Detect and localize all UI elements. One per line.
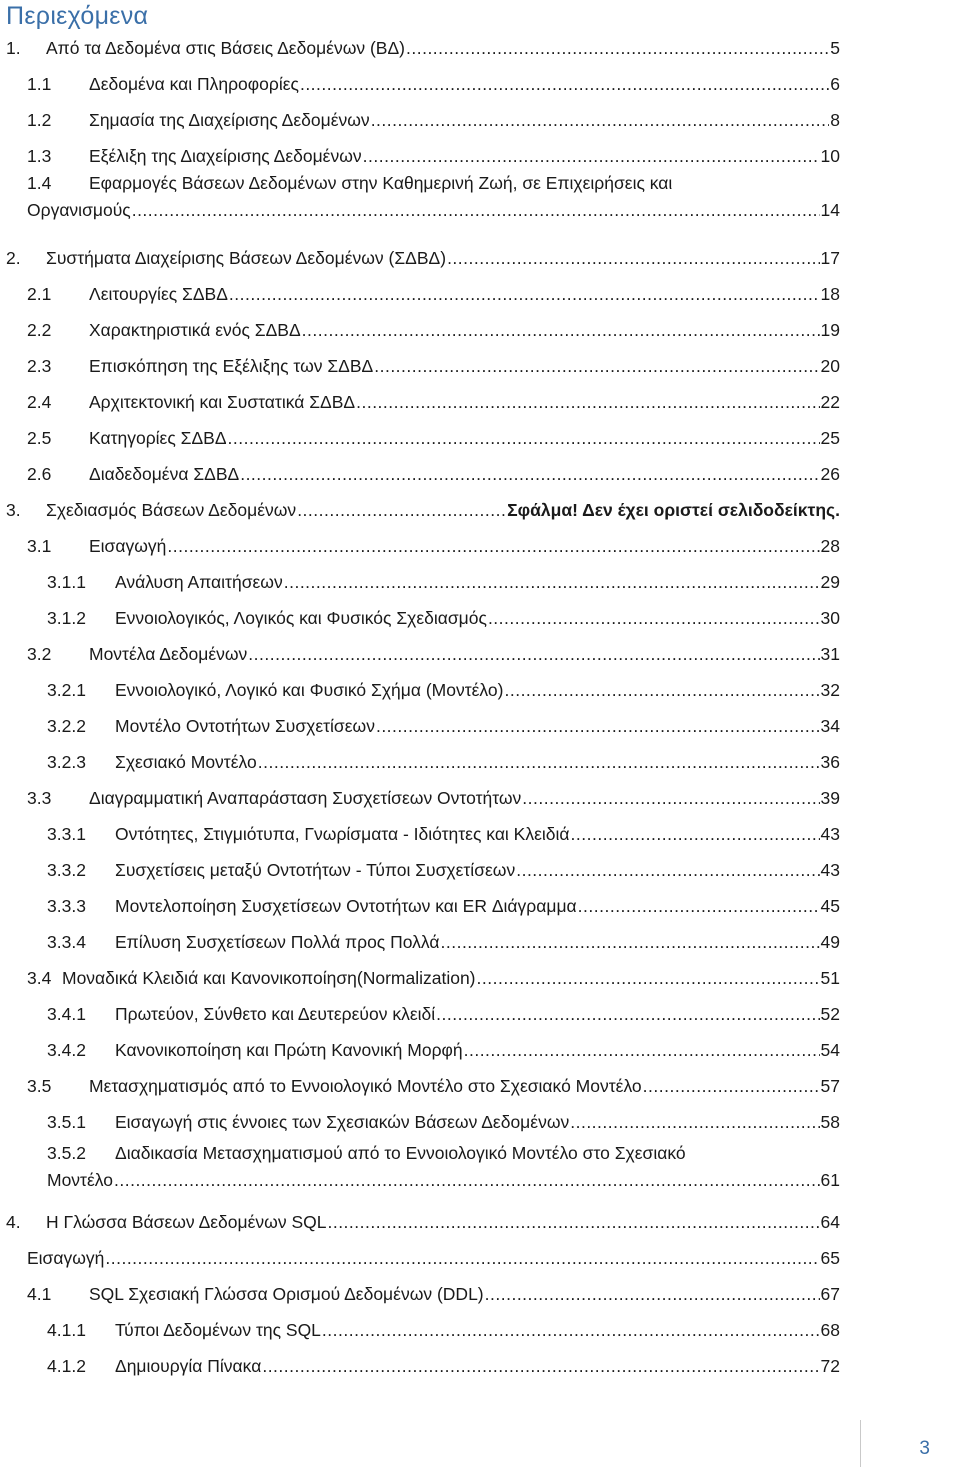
toc-entry-page: 65 bbox=[820, 1248, 840, 1268]
toc-entry-label: Εισαγωγή στις έννοιες των Σχεσιακών Βάσεων Δεδομένων bbox=[115, 1112, 570, 1132]
toc-entry-page: 17 bbox=[820, 248, 840, 268]
toc-entry-number: 4.1 bbox=[27, 1284, 52, 1304]
toc-entry-label: Εισαγωγή bbox=[27, 1248, 105, 1268]
toc-entry[interactable] bbox=[27, 420, 840, 456]
toc-entry-number: 3.2.1 bbox=[47, 680, 86, 700]
toc-entry-label: Πρωτεύον, Σύνθετο και Δευτερεύον κλειδί bbox=[115, 1004, 436, 1024]
toc-entry-label: Διαδικασία Μετασχηματισμού από το Εννοιολογικό Μοντέλο στο Σχεσιακό bbox=[115, 1143, 686, 1163]
toc-entry-number: 2. bbox=[6, 248, 21, 268]
footer-divider bbox=[860, 1420, 861, 1467]
toc-entry-number: 3.4 bbox=[27, 968, 52, 988]
toc-entry-label: Λειτουργίες ΣΔΒΔ bbox=[89, 284, 228, 304]
toc-entry[interactable] bbox=[27, 66, 840, 102]
toc-entry-number: 2.5 bbox=[27, 428, 52, 448]
toc-entry-page: 43 bbox=[820, 824, 840, 844]
toc-entry-label: Εισαγωγή bbox=[89, 536, 167, 556]
toc-entry-number: 3.4.2 bbox=[47, 1040, 86, 1060]
toc-entry[interactable] bbox=[47, 888, 840, 924]
toc-entry-number: 3.3.1 bbox=[47, 824, 86, 844]
toc-entry-page: 72 bbox=[820, 1356, 840, 1376]
toc-entry[interactable] bbox=[47, 672, 840, 708]
toc-entry-label: Δεδομένα και Πληροφορίες bbox=[89, 74, 299, 94]
toc-leader-dots bbox=[363, 138, 820, 174]
toc-entry-number: 3.1.2 bbox=[47, 608, 86, 628]
toc-entry-page: 54 bbox=[820, 1040, 840, 1060]
toc-leader-dots bbox=[488, 600, 820, 636]
toc-leader-dots bbox=[504, 672, 819, 708]
toc-leader-dots bbox=[578, 888, 820, 924]
toc-leader-dots bbox=[300, 66, 829, 102]
toc-entry[interactable] bbox=[6, 492, 840, 528]
toc-leader-dots bbox=[522, 780, 819, 816]
toc-entry-number: 3.2.3 bbox=[47, 752, 86, 772]
toc-entry-page: 20 bbox=[820, 356, 840, 376]
toc-entry-number: 3.4.1 bbox=[47, 1004, 86, 1024]
toc-leader-dots bbox=[376, 708, 820, 744]
toc-entry-page: 5 bbox=[830, 38, 840, 58]
toc-entry-label: Χαρακτηριστικά ενός ΣΔΒΔ bbox=[89, 320, 301, 340]
toc-leader-dots bbox=[477, 960, 820, 996]
toc-entry-number: 1.1 bbox=[27, 74, 52, 94]
toc-leader-dots bbox=[114, 1167, 820, 1194]
toc-entry-label: Μοντελοποίηση Συσχετίσεων Οντοτήτων και ER Διάγραμμα bbox=[115, 896, 577, 916]
toc-entry-page: 6 bbox=[830, 74, 840, 94]
toc-entry-number: 2.1 bbox=[27, 284, 52, 304]
toc-entry-label: Μετασχηματισμός από το Εννοιολογικό Μοντέλο στο Σχεσιακό Μοντέλο bbox=[89, 1076, 642, 1096]
toc-entry-number: 3.5.2 bbox=[47, 1143, 86, 1163]
toc-entry-page: 14 bbox=[820, 200, 840, 220]
toc-entry-label: Από τα Δεδομένα στις Βάσεις Δεδομένων (ΒΔ) bbox=[46, 38, 405, 58]
toc-leader-dots bbox=[297, 492, 506, 528]
toc-leader-dots bbox=[436, 996, 819, 1032]
toc-title: Περιεχόμενα bbox=[6, 2, 149, 30]
toc-entry-error: Σφάλμα! Δεν έχει οριστεί σελιδοδείκτης. bbox=[507, 500, 840, 520]
toc-entry-label: Σημασία της Διαχείρισης Δεδομένων bbox=[89, 110, 370, 130]
toc-entry[interactable] bbox=[6, 1204, 840, 1240]
toc-entry-number: 3.3.3 bbox=[47, 896, 86, 916]
toc-entry-number: 3.2.2 bbox=[47, 716, 86, 736]
toc-entry-page: 26 bbox=[820, 464, 840, 484]
toc-entry[interactable] bbox=[47, 708, 840, 744]
toc-entry-number: 1.3 bbox=[27, 146, 52, 166]
toc-entry-label: Αρχιτεκτονική και Συστατικά ΣΔΒΔ bbox=[89, 392, 356, 412]
toc-entry-number: 3.1.1 bbox=[47, 572, 86, 592]
toc-leader-dots bbox=[262, 1348, 819, 1384]
toc-entry[interactable] bbox=[27, 960, 840, 996]
toc-entry-page: 43 bbox=[820, 860, 840, 880]
toc-entry[interactable] bbox=[47, 924, 840, 960]
toc-entry-label: Τύποι Δεδομένων της SQL bbox=[115, 1320, 321, 1340]
toc-entry[interactable] bbox=[47, 564, 840, 600]
toc-entry[interactable] bbox=[47, 600, 840, 636]
toc-entry[interactable] bbox=[6, 30, 840, 66]
toc-entry-page: 32 bbox=[820, 680, 840, 700]
toc-entry-number: 3. bbox=[6, 500, 21, 520]
toc-entry-label: Ανάλυση Απαιτήσεων bbox=[115, 572, 283, 592]
toc-entry[interactable] bbox=[47, 1032, 840, 1068]
toc-leader-dots bbox=[464, 1032, 820, 1068]
toc-entry[interactable] bbox=[27, 276, 840, 312]
toc-entry-label: Συστήματα Διαχείρισης Βάσεων Δεδομένων (ΣΔΒΔ) bbox=[46, 248, 447, 268]
toc-entry-number: 3.3.2 bbox=[47, 860, 86, 880]
toc-leader-dots bbox=[571, 816, 820, 852]
toc-entry-label: Η Γλώσσα Βάσεων Δεδομένων SQL bbox=[46, 1212, 327, 1232]
toc-entry-page: 64 bbox=[820, 1212, 840, 1232]
toc-entry-page: 61 bbox=[820, 1170, 840, 1190]
toc-entry-page: 22 bbox=[820, 392, 840, 412]
toc-entry-label: Μοναδικά Κλειδιά και Κανονικοποίηση(Normalization) bbox=[62, 968, 476, 988]
toc-entry-page: 28 bbox=[820, 536, 840, 556]
toc-entry-number: 1.4 bbox=[27, 173, 52, 193]
toc-leader-dots bbox=[643, 1068, 820, 1104]
toc-entry-page: 25 bbox=[820, 428, 840, 448]
toc-leader-dots bbox=[447, 240, 819, 276]
toc-entry[interactable] bbox=[27, 1276, 840, 1312]
toc-entry-number: 2.2 bbox=[27, 320, 52, 340]
toc-entry[interactable] bbox=[27, 1240, 840, 1276]
toc-leader-dots bbox=[258, 744, 820, 780]
toc-entry-number: 2.4 bbox=[27, 392, 52, 412]
toc-entry-label: Διαγραμματική Αναπαράσταση Συσχετίσεων Οντοτήτων bbox=[89, 788, 522, 808]
toc-entry-label: Επίλυση Συσχετίσεων Πολλά προς Πολλά bbox=[115, 932, 440, 952]
toc-entry-label: Μοντέλο bbox=[47, 1170, 113, 1190]
toc-entry-label: Εξέλιξη της Διαχείρισης Δεδομένων bbox=[89, 146, 362, 166]
toc-entry-number: 3.3.4 bbox=[47, 932, 86, 952]
toc-entry-page: 8 bbox=[830, 110, 840, 130]
toc-entry-label: Εφαρμογές Βάσεων Δεδομένων στην Καθημερινή Ζωή, σε Επιχειρήσεις και bbox=[89, 173, 673, 193]
toc-entry[interactable] bbox=[27, 456, 840, 492]
toc-leader-dots bbox=[570, 1104, 819, 1140]
toc-entry-number: 3.3 bbox=[27, 788, 52, 808]
toc-entry-page: 52 bbox=[820, 1004, 840, 1024]
toc-entry-page: 29 bbox=[820, 572, 840, 592]
toc-entry-number: 4.1.1 bbox=[47, 1320, 86, 1340]
toc-entry-page: 51 bbox=[820, 968, 840, 988]
toc-entry-page: 45 bbox=[820, 896, 840, 916]
toc-entry-page: 31 bbox=[820, 644, 840, 664]
toc-leader-dots bbox=[284, 564, 820, 600]
toc-entry-page: 36 bbox=[820, 752, 840, 772]
toc-entry[interactable] bbox=[47, 744, 840, 780]
toc-entry-label: Δημιουργία Πίνακα bbox=[115, 1356, 262, 1376]
toc-leader-dots bbox=[132, 197, 820, 224]
toc-entry-label: Σχεσιακό Μοντέλο bbox=[115, 752, 257, 772]
toc-entry-page: 58 bbox=[820, 1112, 840, 1132]
page-number: 3 bbox=[919, 1438, 930, 1459]
toc-entry[interactable] bbox=[27, 138, 840, 174]
toc-entry-number: 1.2 bbox=[27, 110, 52, 130]
toc-entry[interactable] bbox=[47, 1348, 840, 1384]
toc-entry-number: 2.6 bbox=[27, 464, 52, 484]
toc-leader-dots bbox=[406, 30, 829, 66]
toc-entry[interactable] bbox=[47, 996, 840, 1032]
toc-entry-label: Οργανισμούς bbox=[27, 200, 131, 220]
toc-entry[interactable] bbox=[27, 312, 840, 348]
toc-entry-label: SQL Σχεσιακή Γλώσσα Ορισμού Δεδομένων (DDL) bbox=[89, 1284, 484, 1304]
toc-leader-dots bbox=[374, 348, 819, 384]
toc-leader-dots bbox=[229, 276, 820, 312]
toc-entry[interactable] bbox=[47, 816, 840, 852]
toc-entry[interactable] bbox=[47, 852, 840, 888]
toc-leader-dots bbox=[371, 102, 830, 138]
toc-leader-dots bbox=[105, 1240, 819, 1276]
toc-entry-number: 4. bbox=[6, 1212, 21, 1232]
toc-entry-label: Κατηγορίες ΣΔΒΔ bbox=[89, 428, 227, 448]
toc-leader-dots bbox=[516, 852, 819, 888]
toc-entry-page: 68 bbox=[820, 1320, 840, 1340]
toc-entry-label: Μοντέλο Οντοτήτων Συσχετίσεων bbox=[115, 716, 375, 736]
toc-entry[interactable] bbox=[27, 528, 840, 564]
toc-leader-dots bbox=[302, 312, 820, 348]
toc-entry-number: 3.2 bbox=[27, 644, 52, 664]
toc-entry-page: 30 bbox=[820, 608, 840, 628]
toc-entry[interactable] bbox=[27, 102, 840, 138]
toc-entry-number: 4.1.2 bbox=[47, 1356, 86, 1376]
toc-entry-page: 57 bbox=[820, 1076, 840, 1096]
toc-entry[interactable] bbox=[47, 1104, 840, 1140]
toc-entry-page: 39 bbox=[820, 788, 840, 808]
toc-entry-label: Μοντέλα Δεδομένων bbox=[89, 644, 248, 664]
toc-entry[interactable] bbox=[27, 384, 840, 420]
toc-entry-number: 3.1 bbox=[27, 536, 52, 556]
toc-entry[interactable] bbox=[6, 240, 840, 276]
toc-entry-label: Εννοιολογικό, Λογικό και Φυσικό Σχήμα (Μοντέλο) bbox=[115, 680, 504, 700]
toc-entry-page: 19 bbox=[820, 320, 840, 340]
toc-entry-label: Εννοιολογικός, Λογικός και Φυσικός Σχεδιασμός bbox=[115, 608, 487, 628]
toc-leader-dots bbox=[240, 456, 819, 492]
toc-entry[interactable] bbox=[27, 348, 840, 384]
toc-entry[interactable] bbox=[47, 1140, 840, 1194]
toc-entry-number: 1. bbox=[6, 38, 21, 58]
toc-entry[interactable] bbox=[27, 1068, 840, 1104]
toc-entry-label: Οντότητες, Στιγμιότυπα, Γνωρίσματα - Ιδιότητες και Κλειδιά bbox=[115, 824, 570, 844]
toc-leader-dots bbox=[322, 1312, 820, 1348]
toc-leader-dots bbox=[228, 420, 820, 456]
toc-leader-dots bbox=[441, 924, 820, 960]
toc-entry-page: 18 bbox=[820, 284, 840, 304]
toc-entry-page: 67 bbox=[820, 1284, 840, 1304]
toc-entry-page: 49 bbox=[820, 932, 840, 952]
toc-entry-label: Συσχετίσεις μεταξύ Οντοτήτων - Τύποι Συσχετίσεων bbox=[115, 860, 516, 880]
toc-leader-dots bbox=[248, 636, 819, 672]
toc-entry-label: Διαδεδομένα ΣΔΒΔ bbox=[89, 464, 240, 484]
toc-entry[interactable] bbox=[27, 636, 840, 672]
toc-entry-number: 3.5 bbox=[27, 1076, 52, 1096]
toc-entry-label: Κανονικοποίηση και Πρώτη Κανονική Μορφή bbox=[115, 1040, 463, 1060]
toc-entry[interactable] bbox=[27, 170, 840, 224]
toc-leader-dots bbox=[485, 1276, 820, 1312]
toc-entry[interactable] bbox=[47, 1312, 840, 1348]
toc-entry[interactable] bbox=[27, 780, 840, 816]
toc-entry-number: 3.5.1 bbox=[47, 1112, 86, 1132]
toc-entry-number: 2.3 bbox=[27, 356, 52, 376]
toc-entry-label: Επισκόπηση της Εξέλιξης των ΣΔΒΔ bbox=[89, 356, 374, 376]
toc-entry-page: 10 bbox=[820, 146, 840, 166]
toc-entry-label: Σχεδιασμός Βάσεων Δεδομένων bbox=[46, 500, 297, 520]
toc-leader-dots bbox=[167, 528, 819, 564]
toc-entry-page: 34 bbox=[820, 716, 840, 736]
toc-leader-dots bbox=[327, 1204, 819, 1240]
toc-leader-dots bbox=[356, 384, 819, 420]
